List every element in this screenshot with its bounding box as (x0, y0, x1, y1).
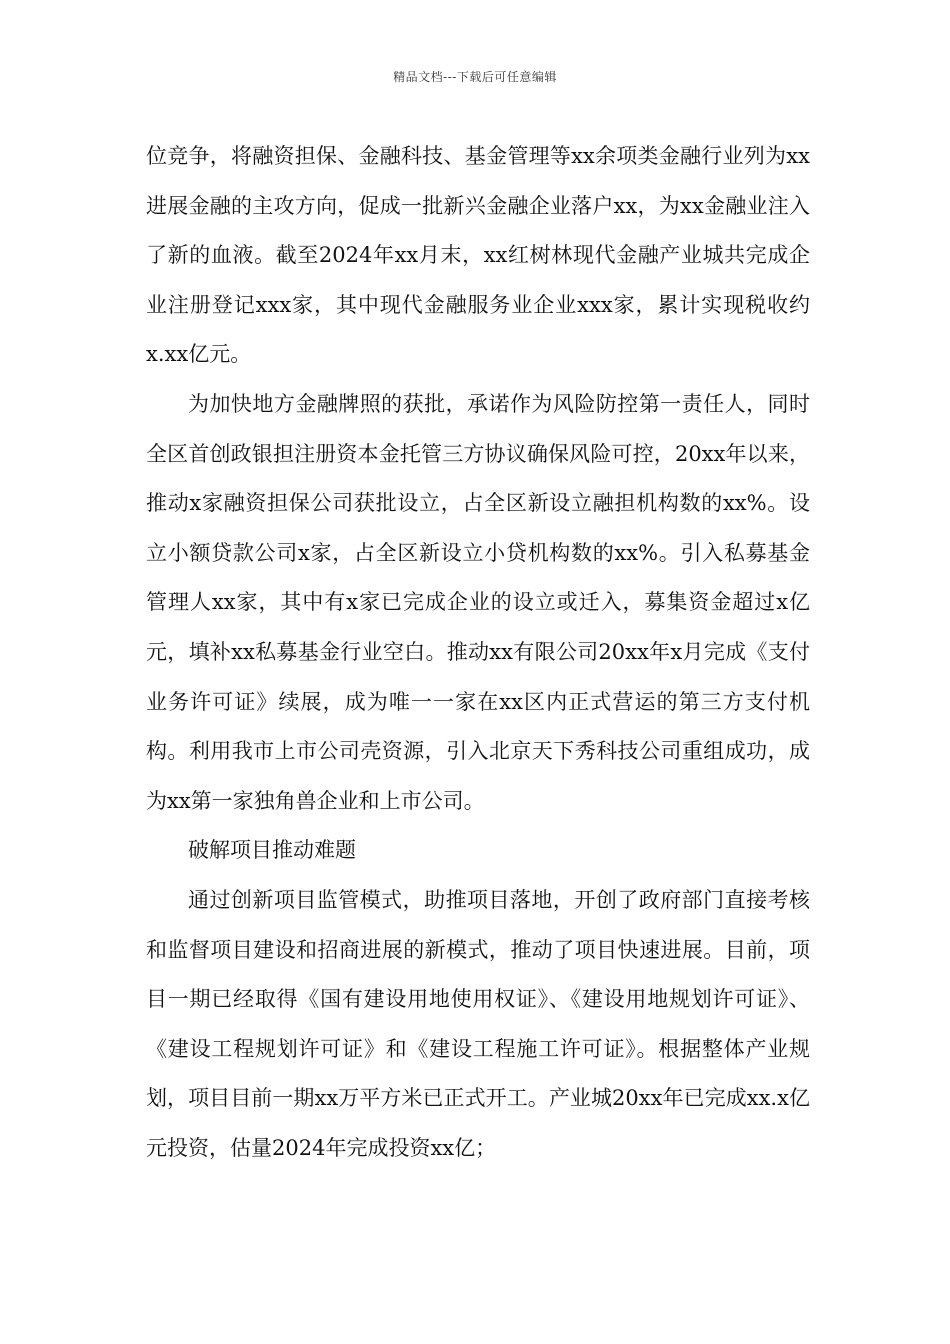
page-header: 精品文档---下载后可任意编辑 (393, 70, 557, 84)
paragraph: 为加快地方金融牌照的获批，承诺作为风险防控第一责任人，同时全区首创政银担注册资本金托管三方协议确保风险可控，20xx年以来，推动x家融资担保公司获批设立，占全区新设立融担机构数的xx%。设立小额贷款公司x家，占全区新设立小贷机构数的xx%。引入私募基金管理人xx家，其中有x家已完成企业的设立或迁入，募集资金超过x亿元，填补xx私募基金行业空白。推动xx有限公司20xx年x月完成《支付业务许可证》续展，成为唯一一家在xx区内正式营运的第三方支付机构。利用我市上市公司壳资源，引入北京天下秀科技公司重组成功，成为xx第一家独角兽企业和上市公司。 (146, 391, 810, 813)
section-heading: 破解项目推动难题 (188, 838, 356, 863)
document-body (146, 132, 810, 1173)
paragraph: 位竞争，将融资担保、金融科技、基金管理等xx余项类金融行业列为xx进展金融的主攻方向，促成一批新兴金融企业落户xx，为xx金融业注入了新的血液。截至2024年xx月末，xx红树林现代金融产业城共完成企业注册登记xxx家，其中现代金融服务业企业xxx家，累计实现税收约x.xx亿元。 (146, 144, 810, 367)
paragraph: 通过创新项目监管模式，助推项目落地，开创了政府部门直接考核和监督项目建设和招商进展的新模式，推动了项目快速进展。目前，项目一期已经取得《国有建设用地使用权证》、《建设用地规划许可证》、《建设工程规划许可证》和《建设工程施工许可证》。根据整体产业规划，项目目前一期xx万平方米已正式开工。产业城20xx年已完成xx.x亿元投资，估量2024年完成投资xx亿； (146, 887, 810, 1160)
